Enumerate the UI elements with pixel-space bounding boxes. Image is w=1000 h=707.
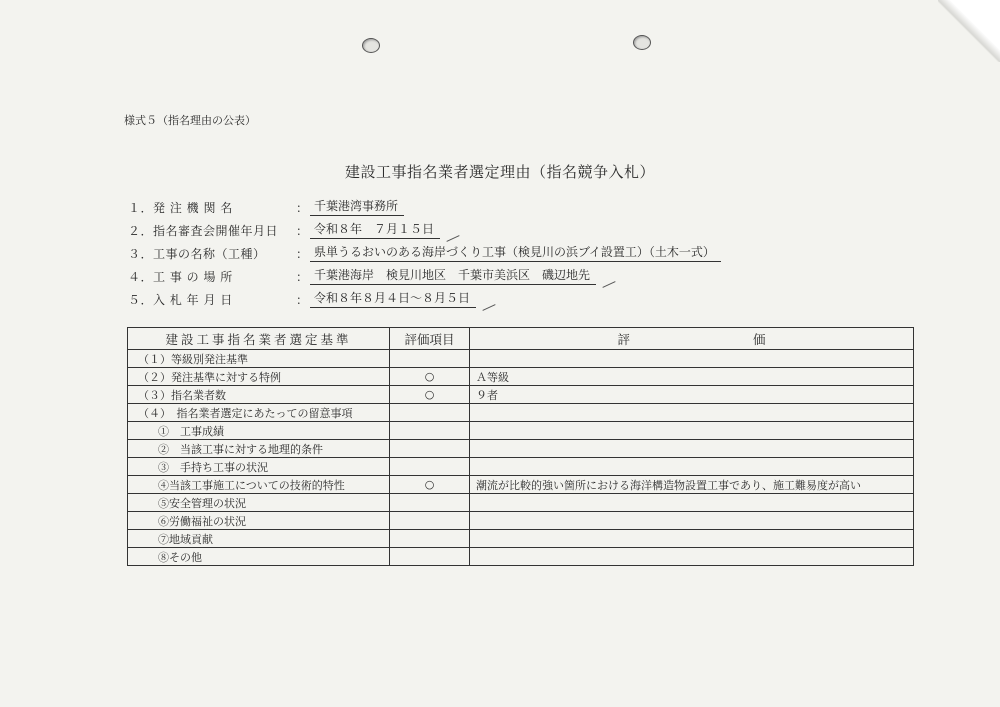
info-row-ordering-agency xyxy=(128,193,828,216)
evaluation-cell: ９者 xyxy=(470,386,914,404)
table-header-row xyxy=(128,328,914,350)
info-label: １．発 注 機 関 名 xyxy=(128,201,233,215)
mark-cell xyxy=(390,458,470,476)
evaluation-cell: 潮流が比較的強い箇所における海洋構造物設置工事であり、施工難易度が高い xyxy=(470,476,914,494)
info-separator: ： xyxy=(296,247,309,261)
check-tick xyxy=(482,304,495,311)
document-title: 建設工事指名業者選定理由（指名競争入札） xyxy=(344,163,655,181)
criterion-cell: （４） 指名業者選定にあたっての留意事項 xyxy=(128,404,390,422)
table-row xyxy=(128,404,914,422)
evaluation-cell: Ａ等級 xyxy=(470,368,914,386)
info-value: 令和８年８月４日～８月５日 xyxy=(310,289,476,308)
header-criterion: 建設工事指名業者選定基準 xyxy=(128,328,390,350)
evaluation-cell xyxy=(470,422,914,440)
table-row xyxy=(128,368,914,386)
info-label: ３．工事の名称（工種） xyxy=(128,247,266,261)
info-value: 令和８年 ７月１５日 xyxy=(310,220,440,239)
mark-cell: ○ xyxy=(390,476,470,494)
form-identifier: 様式５（指名理由の公表） xyxy=(124,114,256,127)
mark-cell xyxy=(390,404,470,422)
info-value: 千葉港湾事務所 xyxy=(310,197,404,216)
info-label: ５．入 札 年 月 日 xyxy=(128,293,233,307)
info-value: 県単うるおいのある海岸づくり工事（検見川の浜ブイ設置工）（土木一式） xyxy=(310,243,721,262)
evaluation-cell xyxy=(470,530,914,548)
mark-cell: ○ xyxy=(390,368,470,386)
table-row xyxy=(128,458,914,476)
table-row xyxy=(128,494,914,512)
folded-corner xyxy=(938,0,1000,62)
info-row-project-name xyxy=(128,239,828,262)
criterion-cell: （２）発注基準に対する特例 xyxy=(128,368,390,386)
criterion-cell: ③ 手持ち工事の状況 xyxy=(128,458,390,476)
header-evaluation-item: 評価項目 xyxy=(390,328,470,350)
criterion-cell: ⑤安全管理の状況 xyxy=(128,494,390,512)
mark-cell xyxy=(390,530,470,548)
criterion-cell: （１）等級別発注基準 xyxy=(128,350,390,368)
selection-criteria-table xyxy=(127,327,914,566)
evaluation-cell xyxy=(470,548,914,566)
info-row-review-date xyxy=(128,216,828,239)
criterion-cell: ⑧その他 xyxy=(128,548,390,566)
evaluation-cell xyxy=(470,494,914,512)
criterion-cell: ① 工事成績 xyxy=(128,422,390,440)
mark-cell xyxy=(390,350,470,368)
info-row-project-location xyxy=(128,262,828,285)
mark-cell xyxy=(390,494,470,512)
table-row xyxy=(128,422,914,440)
info-value: 千葉港海岸 検見川地区 千葉市美浜区 磯辺地先 xyxy=(310,266,596,285)
table-row xyxy=(128,530,914,548)
table-row xyxy=(128,350,914,368)
punch-hole-right xyxy=(633,35,651,50)
evaluation-cell xyxy=(470,404,914,422)
mark-cell xyxy=(390,548,470,566)
punch-hole-left xyxy=(362,38,380,53)
info-separator: ： xyxy=(296,201,309,215)
info-row-bid-date xyxy=(128,285,828,308)
contract-info xyxy=(128,193,828,308)
evaluation-cell xyxy=(470,440,914,458)
header-evaluation xyxy=(470,328,914,350)
criterion-cell: ④当該工事施工についての技術的特性 xyxy=(128,476,390,494)
mark-cell: ○ xyxy=(390,386,470,404)
mark-cell xyxy=(390,422,470,440)
evaluation-cell xyxy=(470,512,914,530)
mark-cell xyxy=(390,512,470,530)
header-evaluation-char-1: 評 xyxy=(617,331,630,347)
table-row xyxy=(128,440,914,458)
mark-cell xyxy=(390,440,470,458)
table-row xyxy=(128,476,914,494)
criterion-cell: ② 当該工事に対する地理的条件 xyxy=(128,440,390,458)
table-row xyxy=(128,386,914,404)
table-row xyxy=(128,512,914,530)
info-separator: ： xyxy=(296,293,309,307)
evaluation-cell xyxy=(470,458,914,476)
criterion-cell: ⑥労働福祉の状況 xyxy=(128,512,390,530)
info-label: ４．工 事 の 場 所 xyxy=(128,270,233,284)
header-evaluation-char-2: 価 xyxy=(752,331,766,347)
evaluation-cell xyxy=(470,350,914,368)
criterion-cell: （３）指名業者数 xyxy=(128,386,390,404)
table-row xyxy=(128,548,914,566)
info-separator: ： xyxy=(296,270,309,284)
info-separator: ： xyxy=(296,224,309,238)
criterion-cell: ⑦地域貢献 xyxy=(128,530,390,548)
info-label: ２．指名審査会開催年月日 xyxy=(128,224,279,238)
